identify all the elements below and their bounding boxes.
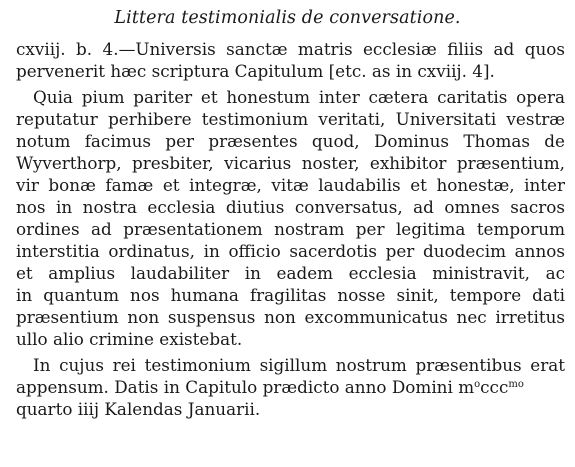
text-line: et amplius laudabiliter in eadem ecclesia ministravit, ac [16,263,565,283]
text-line: interstitia ordinatus, in officio sacerdotis per duodecim annos [16,241,565,261]
text-line: notum facimus per præsentes quod, Dominus Thomas de [16,131,565,151]
superscript-mo: mo [508,379,524,390]
text-line: nos in nostra ecclesia diutius conversatus, ad omnes sacros [16,197,565,217]
text-line: vir bonæ famæ et integræ, vitæ laudabilis et honestæ, inter [16,175,565,195]
text-line: Quia pium pariter et honestum inter cætera caritatis opera [33,87,565,107]
superscript-o: o [474,379,481,390]
text-line: pervenerit hæc scriptura Capitulum [etc. as in cxviij. 4]. [16,61,495,81]
text-line: In cujus rei testimonium sigillum nostrum præsentibus erat [33,355,565,375]
text-line: præsentium non suspensus non excommunicatus nec irretitus [16,307,565,327]
text-line: reputatur perhibere testimonium veritati, Universitati vestræ [16,109,565,129]
text-line: Wyverthorp, presbiter, vicarius noster, exhibitor præsentium, [16,153,565,173]
date-line-text: appensum. Datis in Capitulo prædicto anno Domini m [16,377,475,397]
date-ccc: ccc [480,377,509,397]
text-line: quarto iiij Kalendas Januarii. [16,399,261,419]
document-title: Littera testimonialis de conversatione. [114,8,461,28]
text-line-with-date [16,376,565,398]
text-line: cxviij. b. 4.—Universis sanctæ matris ecclesiæ filiis ad quos [16,39,565,59]
text-line: in quantum nos humana fragilitas nosse sinit, tempore dati [16,285,565,305]
text-line: ordines ad præsentationem nostram per legitima temporum [16,219,565,239]
text-line: ullo alio crimine existebat. [16,329,243,349]
